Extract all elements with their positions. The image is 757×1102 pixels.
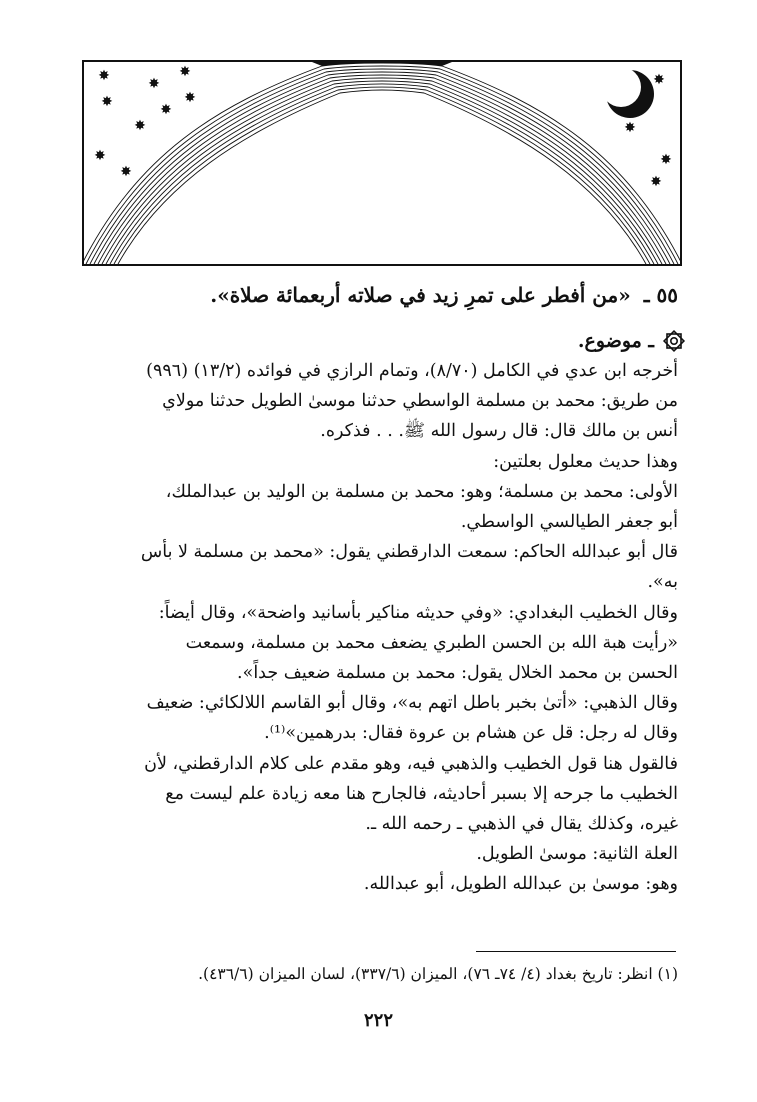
svg-text:✸: ✸ [624,120,636,136]
verdict-label: ـ موضوع. [577,330,654,352]
entry-title: «من أفطر على تمرِ زيد في صلاته أربعمائة صلاة». [210,283,631,307]
footnote-separator [476,951,676,952]
svg-text:✸: ✸ [653,72,665,88]
footnote: (١) انظر: تاريخ بغداد (٤/ ٧٤ـ ٧٦)، الميزان (٣٣٧/٦)، لسان الميزان (٤٣٦/٦). [198,965,678,983]
svg-text:✸: ✸ [134,118,146,134]
body-line: وقال له رجل: قل عن هشام بن عروة فقال: بدرهمين»⁽¹⁾. [264,723,678,744]
svg-text:✸: ✸ [120,164,132,180]
svg-text:✸: ✸ [148,76,160,92]
page-number: ٢٢٢ [363,1010,393,1031]
svg-text:✸: ✸ [94,148,106,164]
page-body [78,278,678,900]
body-text [78,356,678,900]
octagram-icon [662,329,686,353]
verdict-line [78,326,686,356]
body-line: أبو جعفر الطيالسي الواسطي. [460,512,678,533]
body-line: قال أبو عبدالله الحاكم: سمعت الدارقطني يقول: «محمد بن مسلمة لا بأس [140,542,678,563]
body-line: «رأيت هبة الله بن الحسن الطبري يضعف محمد بن مسلمة، وسمعت [185,632,678,653]
body-line: الخطيب ما جرحه إلا بسبر أحاديثه، فالجارح هنا معه زيادة علم ليست مع [165,783,678,804]
svg-text:✸: ✸ [184,90,196,106]
svg-text:✸: ✸ [650,174,662,190]
body-line: وقال الخطيب البغدادي: «وفي حديثه مناكير بأسانيد واضحة»، وقال أيضاً: [158,602,678,623]
body-line: العلة الثانية: موسىٰ الطويل. [476,844,678,865]
body-line: أخرجه ابن عدي في الكامل (٨/٧٠)، وتمام الرازي في فوائده (١٣/٢) (٩٩٦) [146,361,678,381]
header-ornament [82,60,682,266]
body-line: وهو: موسىٰ بن عبدالله الطويل، أبو عبدالله. [363,874,678,895]
entry-heading [78,278,678,312]
svg-text:✸: ✸ [98,68,110,84]
body-line: أنس بن مالك قال: قال رسول الله ﷺ. . . فذكره. [320,421,678,442]
entry-number: ٥٥ ـ [643,283,678,307]
body-line: الحسن بن محمد الخلال يقول: محمد بن مسلمة ضعيف جداً». [237,663,678,684]
svg-text:✸: ✸ [160,102,172,118]
svg-text:✸: ✸ [660,152,672,168]
body-line: فالقول هنا قول الخطيب والذهبي فيه، وهو مقدم على كلام الدارقطني، لأن [144,753,678,774]
body-line: وقال الذهبي: «أتىٰ بخبر باطل اتهم به»، وقال أبو القاسم اللالكائي: ضعيف [146,693,678,714]
svg-text:✸: ✸ [101,94,113,110]
body-line: غيره، وكذلك يقال في الذهبي ـ رحمه الله ـ. [365,814,678,835]
body-line: به». [647,572,678,593]
body-line: الأولى: محمد بن مسلمة؛ وهو: محمد بن مسلمة بن الوليد بن عبدالملك، [165,481,678,502]
body-line: وهذا حديث معلول بعلتين: [493,451,678,472]
body-line: من طريق: محمد بن مسلمة الواسطي حدثنا موسىٰ الطويل حدثنا مولاي [162,391,678,412]
svg-text:✸: ✸ [179,64,191,80]
